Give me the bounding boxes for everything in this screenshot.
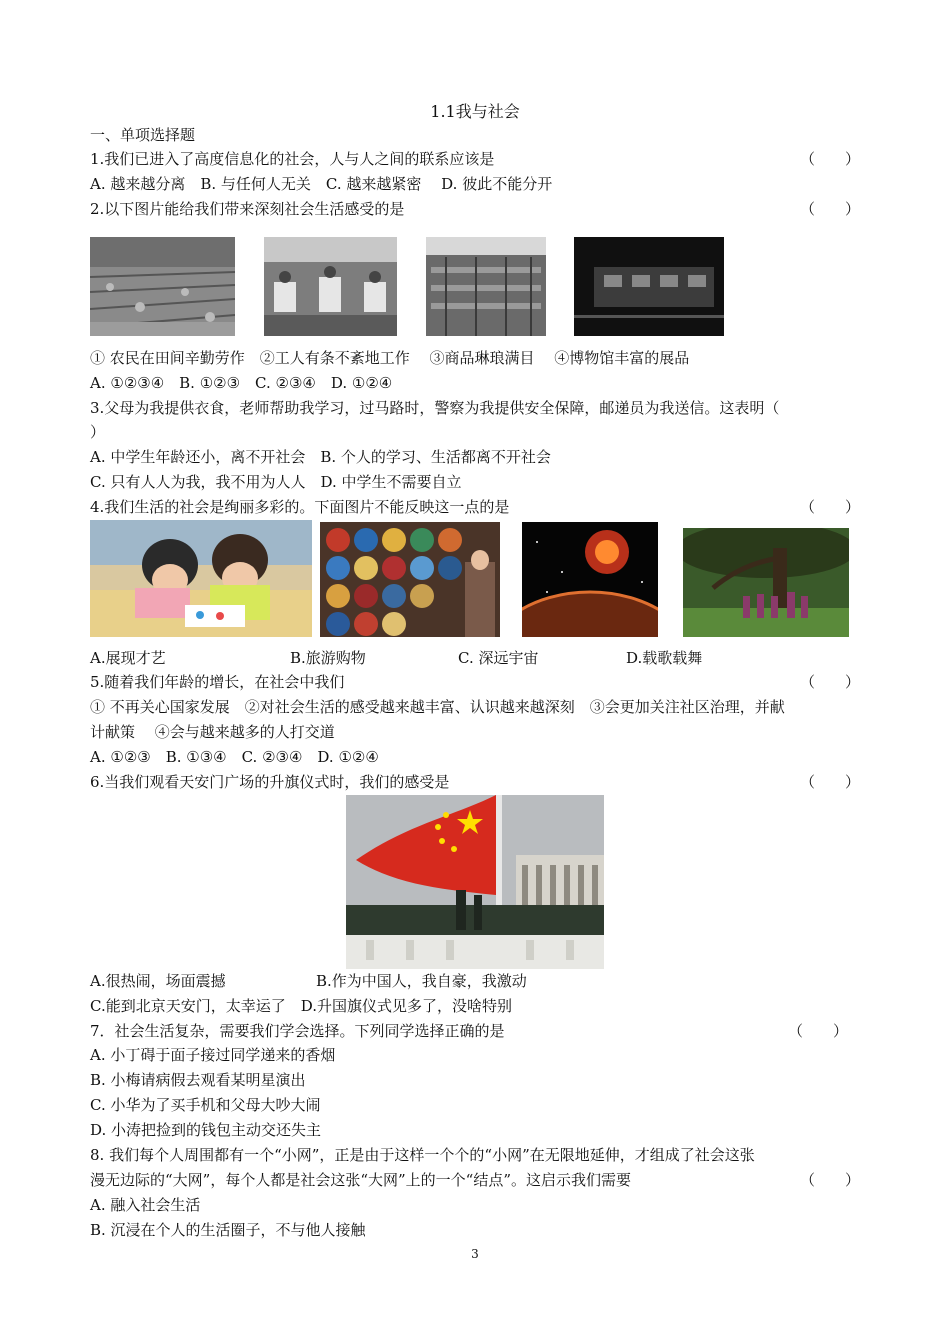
- question-5-options: A. ①②③ B. ①③④ C. ②③④ D. ①②④: [90, 748, 379, 766]
- question-5-answer-blank: （ ）: [799, 673, 860, 691]
- question-2-answer-blank: （ ）: [799, 200, 860, 218]
- question-8-answer-blank: （ ）: [799, 1171, 860, 1189]
- question-6-option-a: A.很热闹，场面震撼: [90, 972, 226, 990]
- space-planet-photo: [522, 522, 658, 637]
- question-5-stem: 5.随着我们年龄的增长，在社会中我们: [90, 673, 345, 691]
- question-8-stem-line-2: 漫无边际的“大网”，每个人都是社会这张“大网”上的一个“结点”。这启示我们需要: [90, 1171, 632, 1189]
- farm-workers-photo: [90, 237, 235, 336]
- question-6-option-b: B.作为中国人，我自豪，我激动: [316, 972, 527, 990]
- dancers-under-tree-photo: [683, 528, 849, 637]
- question-2-image-captions: ① 农民在田间辛勤劳作 ②工人有条不紊地工作 ③商品琳琅满目 ④博物馆丰富的展品: [90, 349, 690, 367]
- question-8-option-a: A. 融入社会生活: [90, 1196, 201, 1214]
- question-7-option-b: B. 小梅请病假去观看某明星演出: [90, 1071, 306, 1089]
- question-2-stem: 2.以下图片能给我们带来深刻社会生活感受的是: [90, 200, 405, 218]
- market-goods-photo: [426, 237, 546, 336]
- question-6-answer-blank: （ ）: [799, 773, 860, 791]
- question-5-statements-line-2: 计献策 ④会与越来越多的人打交道: [90, 723, 335, 741]
- question-2-options: A. ①②③④ B. ①②③ C. ②③④ D. ①②④: [90, 374, 393, 392]
- question-8-stem-line-1: 8. 我们每个人周围都有一个“小网”，正是由于这样一个个的“小网”在无限地延伸，才组成了社会这张: [90, 1146, 755, 1164]
- children-drawing-photo: [90, 520, 312, 637]
- question-7-stem: 7．社会生活复杂，需要我们学会选择。下列同学选择正确的是: [90, 1022, 505, 1040]
- question-4-option-c: C. 深远宇宙: [458, 649, 539, 667]
- question-1-options: A. 越来越分离 B. 与任何人无关 C. 越来越紧密 D. 彼此不能分开: [90, 175, 553, 193]
- question-3-stem-continued: ）: [90, 423, 106, 441]
- question-3-options-ab: A. 中学生年龄还小，离不开社会 B. 个人的学习、生活都离不开社会: [90, 448, 551, 466]
- question-5-statements-line-1: ① 不再关心国家发展 ②对社会生活的感受越来越丰富、认识越来越深刻 ③会更加关注社区治理，并献: [90, 698, 785, 716]
- museum-exhibit-photo: [574, 237, 724, 336]
- question-4-option-b: B.旅游购物: [290, 649, 366, 667]
- page-number: 3: [471, 1247, 479, 1261]
- flag-raising-ceremony-photo: [346, 795, 604, 969]
- question-7-option-c: C. 小华为了买手机和父母大吵大闹: [90, 1096, 321, 1114]
- question-7-answer-blank: （ ）: [787, 1022, 848, 1040]
- market-plates-photo: [320, 522, 500, 637]
- question-1-stem: 1.我们已进入了高度信息化的社会，人与人之间的联系应该是: [90, 150, 495, 168]
- factory-workers-photo: [264, 237, 397, 336]
- question-4-option-a: A.展现才艺: [90, 649, 166, 667]
- page-title: 1.1我与社会: [430, 102, 520, 121]
- question-6-stem: 6.当我们观看天安门广场的升旗仪式时，我们的感受是: [90, 773, 450, 791]
- question-1-answer-blank: （ ）: [799, 150, 860, 168]
- question-7-option-a: A. 小丁碍于面子接过同学递来的香烟: [90, 1046, 336, 1064]
- question-4-stem: 4.我们生活的社会是绚丽多彩的。下面图片不能反映这一点的是: [90, 498, 510, 516]
- question-6-options-cd: C.能到北京天安门，太幸运了 D.升国旗仪式见多了，没啥特别: [90, 997, 512, 1015]
- question-4-option-d: D.载歌载舞: [626, 649, 703, 667]
- section-heading: 一、单项选择题: [90, 126, 196, 144]
- question-7-option-d: D. 小涛把捡到的钱包主动交还失主: [90, 1121, 322, 1139]
- question-3-options-cd: C. 只有人人为我，我不用为人人 D. 中学生不需要自立: [90, 473, 462, 491]
- question-3-stem: 3.父母为我提供衣食，老师帮助我学习，过马路时，警察为我提供安全保障，邮递员为我送信。这表明（: [90, 399, 780, 417]
- question-4-answer-blank: （ ）: [799, 498, 860, 516]
- question-8-option-b: B. 沉浸在个人的生活圈子，不与他人接触: [90, 1221, 366, 1239]
